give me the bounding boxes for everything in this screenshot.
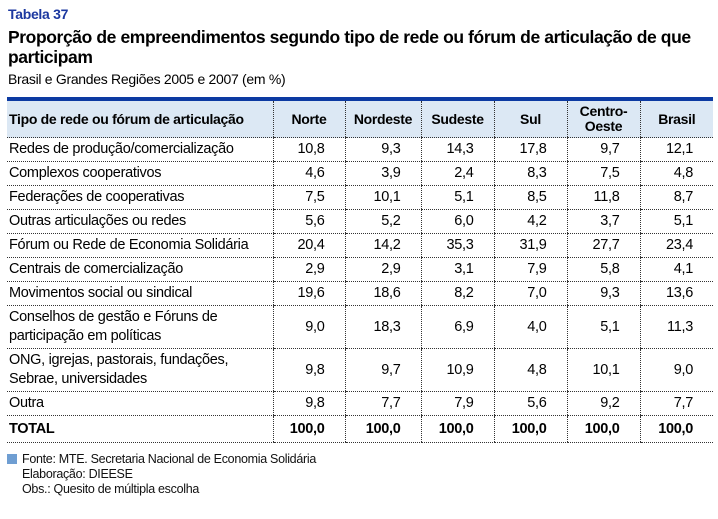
cell-value: 18,3 (345, 306, 421, 349)
cell-value: 12,1 (640, 138, 713, 162)
cell-value: 11,8 (567, 186, 640, 210)
column-header: Nordeste (345, 99, 421, 138)
cell-value: 6,0 (421, 210, 494, 234)
cell-value: 19,6 (273, 282, 345, 306)
cell-value: 9,8 (273, 349, 345, 392)
cell-value: 4,1 (640, 258, 713, 282)
row-label: Conselhos de gestão e Fóruns de participação em políticas (7, 306, 273, 349)
cell-value: 9,3 (567, 282, 640, 306)
elaboration-text: Elaboração: DIEESE (22, 467, 133, 481)
cell-value: 10,8 (273, 138, 345, 162)
table-row (7, 162, 713, 186)
cell-value: 9,0 (640, 349, 713, 392)
cell-value: 8,5 (494, 186, 567, 210)
column-header: Sul (494, 99, 567, 138)
table-row (7, 138, 713, 162)
cell-value: 9,2 (567, 392, 640, 416)
cell-value: 20,4 (273, 234, 345, 258)
column-header: Norte (273, 99, 345, 138)
cell-value: 4,8 (494, 349, 567, 392)
cell-value: 7,9 (494, 258, 567, 282)
cell-value: 3,1 (421, 258, 494, 282)
column-header-label: Tipo de rede ou fórum de articulação (7, 99, 273, 138)
row-label: Redes de produção/comercialização (7, 138, 273, 162)
cell-value: 5,2 (345, 210, 421, 234)
row-label: Outra (7, 392, 273, 416)
cell-value: 100,0 (345, 416, 421, 443)
cell-value: 8,7 (640, 186, 713, 210)
cell-value: 2,9 (345, 258, 421, 282)
cell-value: 3,7 (567, 210, 640, 234)
header-row (7, 99, 713, 138)
cell-value: 5,1 (421, 186, 494, 210)
cell-value: 4,6 (273, 162, 345, 186)
cell-value: 8,3 (494, 162, 567, 186)
table-row (7, 186, 713, 210)
data-table (7, 97, 713, 443)
cell-value: 11,3 (640, 306, 713, 349)
cell-value: 10,1 (567, 349, 640, 392)
cell-value: 5,8 (567, 258, 640, 282)
cell-value: 100,0 (567, 416, 640, 443)
cell-value: 5,6 (494, 392, 567, 416)
cell-value: 8,2 (421, 282, 494, 306)
cell-value: 9,0 (273, 306, 345, 349)
row-label: Movimentos social ou sindical (7, 282, 273, 306)
column-header: Sudeste (421, 99, 494, 138)
cell-value: 18,6 (345, 282, 421, 306)
row-label: TOTAL (7, 416, 273, 443)
table-number: Tabela 37 (8, 6, 69, 22)
cell-value: 9,8 (273, 392, 345, 416)
obs-text: Obs.: Quesito de múltipla escolha (22, 482, 200, 496)
cell-value: 10,1 (345, 186, 421, 210)
table-row (7, 258, 713, 282)
table-row (7, 234, 713, 258)
table-body (7, 138, 713, 443)
table-footnotes (7, 452, 713, 497)
cell-value: 4,2 (494, 210, 567, 234)
cell-value: 100,0 (494, 416, 567, 443)
table-row (7, 349, 713, 392)
cell-value: 7,5 (273, 186, 345, 210)
cell-value: 100,0 (640, 416, 713, 443)
cell-value: 4,8 (640, 162, 713, 186)
table-row (7, 210, 713, 234)
column-header: Centro-Oeste (567, 99, 640, 138)
cell-value: 31,9 (494, 234, 567, 258)
cell-value: 35,3 (421, 234, 494, 258)
cell-value: 5,1 (567, 306, 640, 349)
table-row (7, 416, 713, 443)
cell-value: 9,3 (345, 138, 421, 162)
cell-value: 6,9 (421, 306, 494, 349)
cell-value: 4,0 (494, 306, 567, 349)
cell-value: 2,9 (273, 258, 345, 282)
cell-value: 13,6 (640, 282, 713, 306)
table-header (7, 99, 713, 138)
cell-value: 9,7 (567, 138, 640, 162)
page-title: Proporção de empreendimentos segundo tipo de rede ou fórum de articulação de que participam (8, 27, 691, 67)
row-label: Outras articulações ou redes (7, 210, 273, 234)
row-label: Complexos cooperativos (7, 162, 273, 186)
cell-value: 14,3 (421, 138, 494, 162)
table-row (7, 392, 713, 416)
source-line (7, 452, 713, 467)
cell-value: 9,7 (345, 349, 421, 392)
cell-value: 7,5 (567, 162, 640, 186)
row-label: ONG, igrejas, pastorais, fundações, Sebrae, universidades (7, 349, 273, 392)
table-row (7, 306, 713, 349)
cell-value: 7,7 (640, 392, 713, 416)
table-row (7, 282, 713, 306)
source-text: Fonte: MTE. Secretaria Nacional de Economia Solidária (22, 452, 316, 466)
row-label: Fórum ou Rede de Economia Solidária (7, 234, 273, 258)
cell-value: 3,9 (345, 162, 421, 186)
cell-value: 7,7 (345, 392, 421, 416)
source-marker-icon (7, 454, 17, 464)
cell-value: 10,9 (421, 349, 494, 392)
cell-value: 100,0 (421, 416, 494, 443)
row-label: Centrais de comercialização (7, 258, 273, 282)
cell-value: 5,6 (273, 210, 345, 234)
cell-value: 7,0 (494, 282, 567, 306)
row-label: Federações de cooperativas (7, 186, 273, 210)
cell-value: 23,4 (640, 234, 713, 258)
cell-value: 100,0 (273, 416, 345, 443)
cell-value: 7,9 (421, 392, 494, 416)
cell-value: 14,2 (345, 234, 421, 258)
cell-value: 27,7 (567, 234, 640, 258)
cell-value: 5,1 (640, 210, 713, 234)
cell-value: 17,8 (494, 138, 567, 162)
page-subtitle: Brasil e Grandes Regiões 2005 e 2007 (em %) (8, 71, 286, 87)
column-header: Brasil (640, 99, 713, 138)
cell-value: 2,4 (421, 162, 494, 186)
